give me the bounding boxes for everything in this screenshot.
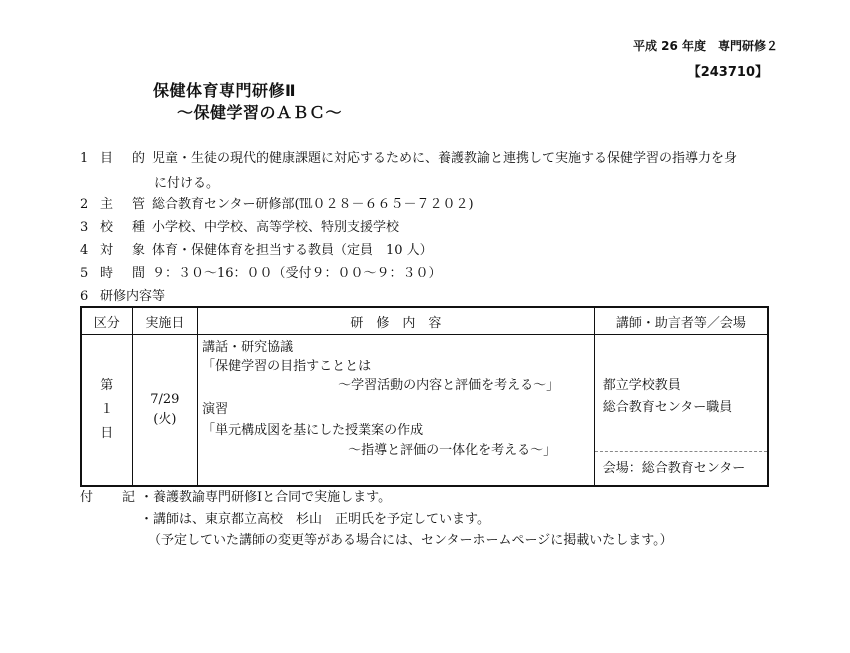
item-number: 3 bbox=[80, 220, 89, 235]
note-line: （予定していた講師の変更等がある場合には、センターホームページに掲載いたします。） bbox=[148, 533, 673, 548]
header-content: 研 修 内 容 bbox=[198, 307, 595, 335]
schedule-table bbox=[80, 306, 769, 487]
day-cell bbox=[81, 335, 132, 487]
content-line: 演習 bbox=[202, 402, 229, 417]
date-cell bbox=[132, 335, 198, 487]
table-header-row bbox=[81, 307, 768, 335]
item-time bbox=[80, 265, 442, 283]
item-text: 小学校、中学校、高等学校、特別支援学校 bbox=[152, 220, 400, 235]
instructor-cell bbox=[594, 335, 768, 487]
item-text: 総合教育センター研修部(℡０２８－６６５－７２０２) bbox=[152, 197, 474, 212]
item-text: 児童・生徒の現代的健康課題に対応するために、養護教諭と連携して実施する保健学習の指導力を身 bbox=[152, 151, 738, 166]
item-purpose-continued: に付ける。 bbox=[154, 176, 220, 191]
item-contents bbox=[80, 288, 165, 306]
header-date: 実施日 bbox=[132, 307, 198, 335]
item-target bbox=[80, 242, 433, 260]
item-label: 対 象 bbox=[100, 243, 149, 258]
item-label: 主 管 bbox=[100, 197, 149, 212]
content-line: 「単元構成図を基にした授業案の作成 bbox=[202, 423, 424, 438]
item-label: 目 的 bbox=[100, 151, 149, 166]
item-number: 6 bbox=[80, 289, 89, 304]
date-text: 7/29 bbox=[150, 392, 180, 407]
item-school-type bbox=[80, 219, 399, 237]
item-number: 1 bbox=[80, 151, 89, 166]
day-char: １ bbox=[100, 402, 114, 417]
item-label: 時 間 bbox=[100, 266, 149, 281]
item-label: 校 種 bbox=[100, 220, 149, 235]
content-line: ～学習活動の内容と評価を考える～」 bbox=[338, 378, 560, 393]
instructor-name: 総合教育センター職員 bbox=[602, 400, 733, 415]
note-line: ・講師は、東京都立高校 杉山 正明氏を予定しています。 bbox=[140, 512, 490, 527]
item-number: 2 bbox=[80, 197, 89, 212]
content-cell bbox=[198, 335, 595, 487]
note-text: ・養護教諭専門研修Ⅰと合同で実施します。 bbox=[140, 490, 392, 505]
page-subtitle: ～保健学習のＡＢＣ～ bbox=[177, 103, 343, 122]
note-line bbox=[80, 489, 391, 507]
page-title: 保健体育専門研修Ⅱ bbox=[153, 81, 297, 100]
item-organizer bbox=[80, 196, 474, 214]
day-char: 日 bbox=[100, 426, 114, 441]
divider bbox=[595, 451, 767, 452]
item-text: ９：３０～16：００（受付９：００～９：３０） bbox=[152, 266, 442, 281]
note-label: 付 記 bbox=[80, 490, 144, 505]
content-line: 講話・研究協議 bbox=[202, 340, 294, 355]
venue-text: 会場：総合教育センター bbox=[602, 461, 746, 476]
instructor-name: 都立学校教員 bbox=[602, 378, 681, 393]
day-char: 第 bbox=[100, 378, 114, 393]
item-number: 4 bbox=[80, 243, 89, 258]
weekday-text: (火) bbox=[153, 412, 177, 427]
content-line: ～指導と評価の一体化を考える～」 bbox=[348, 443, 557, 458]
item-label: 研修内容等 bbox=[100, 289, 166, 304]
item-number: 5 bbox=[80, 266, 89, 281]
content-line: 「保健学習の目指すこととは bbox=[202, 359, 372, 374]
course-code: 【243710】 bbox=[687, 65, 768, 80]
item-purpose bbox=[80, 150, 737, 168]
item-text: 体育・保健体育を担当する教員（定員 10 人） bbox=[152, 243, 433, 258]
year-course-label: 平成 26 年度 専門研修２ bbox=[632, 39, 778, 53]
header-instructor: 講師・助言者等／会場 bbox=[594, 307, 768, 335]
header-division: 区分 bbox=[81, 307, 132, 335]
table-row bbox=[81, 335, 768, 487]
